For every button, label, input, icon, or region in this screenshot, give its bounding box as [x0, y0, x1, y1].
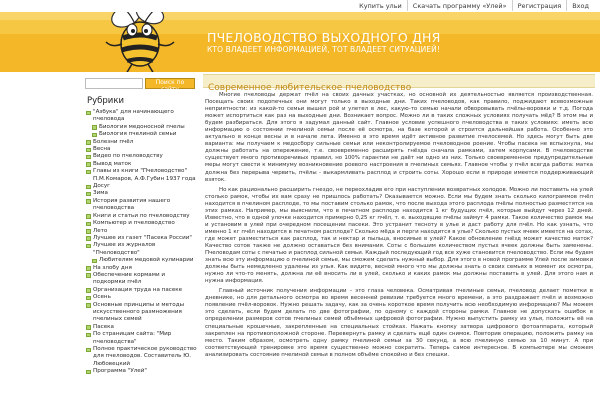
sidebar-category-label: Вывод маток: [93, 160, 132, 167]
site-title[interactable]: ПЧЕЛОВОДСТВО ВЫХОДНОГО ДНЯ: [207, 30, 441, 45]
sidebar-category-label: Книги и статьи по пчеловодству: [93, 212, 190, 219]
post-paragraph: Но как рационально расширить гнездо, не переохладив его при наступлении возвратных холодов. Можно ли поставить на улей столько рамок, чтобы их вам сразу не пришлось работать? Оказывается можно. Если мы будем знать сколько килограммов пчёл находится в пчелином расплоде, то мы поставим столько рамок, что после выхода этого расплода пчёлы полностью разместятся на этих рамках. Например, мы выяснили, что в печатном расплоде находится 1 кг будущих пчёл, которые выйдут через 12 дней. Известно, что в одной улочке находится примерно 0,25 кг пчёл, т. е. выходящие пчёлы займут 4 рамки. Такое количество рамок мы и установим в улей при очередном посещении пасеки. Это устранит тесноту в улье и даст работу для пчёл. Но как узнать, что именно 1 кг пчёл находится в печатном расплоде? Сколько мёда и перги находится в улье? Сколько пустых ячеек имеется на сотах, где может разместиться как расплод, так и нектар и пыльца, вносимые в улей? Какое обновление гнёзд может качество маток? Качество сотов также не должно оставаться без внимания. Соты с большим количеством пустых ячеек должны быть заменены. Пчеловодам соты с печатью и расплод сильной семьи. Каждый последующий год все хуже становится пчеловодство. Если мы будем знать всю эту информацию о пчелиной семье, мы сможем сделать нужный выбор. Для этого в новой программе Улей после зимовки должны быть немедленно удалены из улья. Как видите, весной много что мы должны знать о своих семьях в момент их осмотра, нужно ли что-то менять, должна ли её вносить ли в улей, сколько и каких рамок мы должны поставить в улей. Для этого нам и нужна информация.: [205, 186, 593, 285]
sidebar-category-item[interactable]: [85, 153, 197, 160]
category-bullet-icon: [86, 348, 91, 353]
post-title-bar: [203, 74, 595, 93]
sidebar-category-label: По страницам сайта: "Мир пчеловодства": [93, 331, 172, 345]
sidebar-category-item[interactable]: [85, 368, 197, 375]
sidebar-category-item[interactable]: [85, 235, 197, 242]
sidebar-category-label: На злобу дня: [93, 264, 132, 271]
category-list: [85, 109, 197, 376]
sidebar-category-item[interactable]: [85, 265, 197, 272]
post-paragraph: Многие пчеловоды держат пчёл на своих дачных участках, но основной их деятельностью является производственная. Посещать своих подопечных они могут только в выходные дни. Таких пчеловодов, как правило, поджидают всевозможные неприятности: из какой-то семьи вышел рой и улетел в лес, какую-то семью начали обворовывать пчёлы-воровки и т.д. Погода может испортиться как раз на выходные дни. Возникает вопрос. Можно ли в таких сложных условиях получать мёд? В этом мы и будем разбираться. Для этого я задумал данный сайт. Главное условие успешного пчеловодства в таких условиях: иметь всю информацию о состоянии пчелиной семьи после её осмотра, на базе которой и строится дальнейшая работа. Особенно это актуально в конце весны и в начале лета. Именно в это время идёт активное развитие пчелосемей. Но здесь могут быть две варианта: мы получаем к медосбору сильные семьи или неконтролируемое пчеловодное роение. Чтобы пасека не вспыхнула, мы должны работать на опережение, т.е. своевременно расширять гнёзда сначала рамками, затем корпусами. В пчеловодстве существует много противоречивых правил, но 100% гарантии не даёт ни одно из них. Только своевременное предупредительные меры могут свести к минимуму возникновение роевого настроения в пчелиных семьях. Главное чтобы у пчёл всегда работа: матка должна без перерыва червить, пчёлы - выкармливать расплод и строить соты. Хорошо если в природе имеется поддерживающий взяток.: [205, 92, 593, 183]
category-bullet-icon: [86, 266, 91, 271]
sidebar-category-label: Любителям медовой кулинарии: [99, 257, 194, 264]
sidebar-category-label: Лето: [93, 227, 108, 234]
site-header: [0, 12, 600, 72]
sidebar-category-label: Полное практическое руководство для пчеловодов. Составитель Ю. Любовецкий: [93, 346, 197, 367]
sidebar-category-label: Лучшее из газет "Пасека России": [93, 234, 192, 241]
categories-heading: Рубрики: [87, 96, 124, 106]
sidebar-category-label: "Азбука" для начинающего пчеловода: [93, 109, 174, 123]
search-button[interactable]: Поиск по сайту: [145, 78, 195, 89]
main-content: [203, 74, 595, 400]
category-bullet-icon: [86, 162, 91, 167]
sidebar-category-label: Досуг: [93, 183, 111, 190]
post-paragraph: Главный источник получения информации – это глаза человека. Осматривая пчелиные семьи, пчеловод делает пометки в дневнике, но для детального осмотра во время весенней ревизии требуется много времени, а это раздражает пчёл и возможно появление пчёл-воровок. Нужно решать задачу, как за очень короткое время получить всю необходимую информацию? Мы можем это сделать, если будем делать по две фотографии, по одному с каждой стороны рамки. Главное не допускать ошибок в определении размеров сотов пчелиных семей объёмных цифровой фотографии. Нужно выпустить рамку из улья, положить её на специальные крошечные, закрепленные на специальных стойках. Нажать кнопку затвора цифрового фотоаппарата, который закреплен на противоположной стороне. Перевернуть рамку и сделать ещё один снимок. Повторив операцию, положить рамку на место. Таким образом, осмотреть одну рамку пчелиной семьи за 30 секунд, а всю пчелиную семью за 10 минут. А при соответствующей тренировке это время существенно можно сократить. Теперь самое интересное. В компьютере мы сможем анализировать состояние пчелиной семьи в полном объёме спокойно и без спешки.: [205, 288, 593, 358]
sidebar-category-item[interactable]: [85, 161, 197, 168]
category-bullet-icon: [86, 111, 91, 116]
sidebar-category-label: Весна: [93, 146, 111, 153]
category-bullet-icon: [92, 259, 97, 264]
sidebar-category-item[interactable]: [85, 213, 197, 220]
sidebar-category-item[interactable]: [85, 146, 197, 153]
category-bullet-icon: [86, 140, 91, 145]
category-bullet-icon: [86, 244, 91, 249]
sidebar-category-label: Болезни пчёл: [93, 138, 134, 145]
sidebar-category-item[interactable]: [85, 272, 197, 287]
sidebar-category-item[interactable]: [85, 109, 197, 124]
category-bullet-icon: [86, 236, 91, 241]
sidebar-category-item[interactable]: [85, 331, 197, 346]
sidebar-category-label: Видео по пчеловодству: [93, 153, 163, 160]
category-bullet-icon: [86, 192, 91, 197]
category-bullet-icon: [86, 229, 91, 234]
post-title[interactable]: Современное любительское пчеловодство: [208, 83, 412, 93]
sidebar-category-item[interactable]: [85, 168, 197, 183]
category-bullet-icon: [86, 370, 91, 375]
nav-login[interactable]: Вход: [566, 0, 594, 11]
sidebar-category-item[interactable]: [85, 131, 197, 138]
sidebar-category-label: Зима: [93, 190, 108, 197]
nav-register[interactable]: Регистрация: [512, 0, 567, 11]
search-form: [85, 78, 197, 93]
site-description: КТО ВЛАДЕЕТ ИНФОРМАЦИЕЙ, ТОТ ВЛАДЕЕТ СИТУАЦИЕЙ!: [207, 45, 440, 54]
sidebar-category-label: Главы из книги "Пчеловодство" П.М.Комаров, А.Ф.Губин 1937 года: [93, 168, 196, 182]
category-bullet-icon: [86, 303, 91, 308]
category-bullet-icon: [86, 222, 91, 227]
sidebar-category-label: Обеспечение кормами и подкормки пчёл: [93, 271, 165, 286]
sidebar-category-label: Биология пчелиной семьи: [99, 131, 177, 138]
post-body: [203, 88, 595, 359]
category-bullet-icon: [86, 185, 91, 190]
sidebar-category-item[interactable]: [85, 294, 197, 301]
bee-logo-icon[interactable]: [92, 12, 192, 72]
category-bullet-icon: [92, 125, 97, 130]
category-bullet-icon: [86, 148, 91, 153]
sidebar-category-item[interactable]: [85, 257, 197, 264]
sidebar-category-item[interactable]: [85, 139, 197, 146]
category-bullet-icon: [86, 214, 91, 219]
sidebar-category-item[interactable]: [85, 183, 197, 190]
category-bullet-icon: [86, 325, 91, 330]
sidebar-category-label: Осень: [93, 294, 111, 301]
sidebar-category-label: Организация труда на пасеке: [93, 286, 183, 293]
sidebar-category-label: Программа "Улей": [93, 368, 147, 375]
category-bullet-icon: [86, 288, 91, 293]
top-navigation: [0, 0, 600, 12]
search-input[interactable]: [85, 78, 143, 89]
category-bullet-icon: [86, 199, 91, 204]
sidebar-category-label: Пасека: [93, 323, 114, 330]
sidebar-category-item[interactable]: [85, 228, 197, 235]
sidebar-category-item[interactable]: [85, 242, 197, 257]
category-bullet-icon: [86, 296, 91, 301]
sidebar-category-item[interactable]: [85, 198, 197, 213]
header-highlight-band: [0, 12, 600, 20]
sidebar-category-label: История развития нашего пчеловодства: [93, 197, 171, 212]
nav-buy-hives[interactable]: Купить ульи: [359, 2, 402, 10]
sidebar-category-item[interactable]: [85, 287, 197, 294]
sidebar-category-item[interactable]: [85, 302, 197, 324]
sidebar: [85, 74, 197, 400]
sidebar-category-item[interactable]: [85, 220, 197, 227]
category-bullet-icon: [86, 170, 91, 175]
sidebar-category-label: Биология медоносной пчелы: [99, 123, 185, 130]
nav-download-program[interactable]: Скачать программу «Улей»: [407, 0, 512, 11]
sidebar-category-label: Основные принципы и методы искусственного размножения пчелиных семей: [93, 301, 184, 323]
sidebar-category-label: Лучшее из журналов "Пчеловодство": [93, 242, 156, 256]
category-bullet-icon: [92, 133, 97, 138]
sidebar-category-label: Компьютер и пчеловодство: [93, 220, 175, 227]
category-bullet-icon: [86, 155, 91, 160]
category-bullet-icon: [86, 273, 91, 278]
sidebar-category-item[interactable]: [85, 190, 197, 197]
category-bullet-icon: [86, 333, 91, 338]
sidebar-category-item[interactable]: [85, 346, 197, 368]
